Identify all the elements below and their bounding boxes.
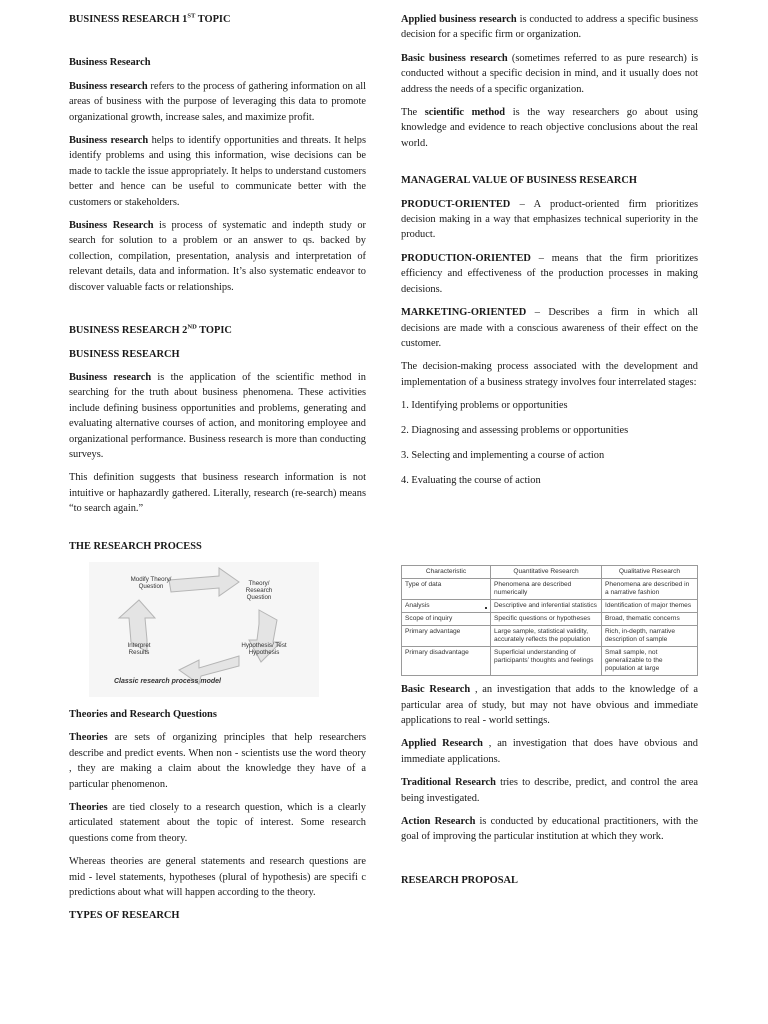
- search-again-paragraph: This definition suggests that business research information is not intuitive or haphazardly gathered. Literally, research (re-search) means “to search again.”: [69, 472, 366, 515]
- stray-dot: [485, 607, 487, 609]
- table-row: [402, 579, 698, 600]
- business-research-subheading: Business Research: [69, 57, 151, 69]
- types-of-research-heading: TYPES OF RESEARCH: [69, 910, 180, 922]
- topic1-heading: BUSINESS RESEARCH 1ST TOPIC: [69, 12, 231, 25]
- theories-heading: Theories and Research Questions: [69, 708, 217, 720]
- purpose-paragraph: Business research helps to identify opportunities and threats. It helps identify problems and using this information, wise decisions can be made to tackle the issue appropriately. It helps to understand customers better and hence can be useful to communicate better with the customers or stakeholders.: [69, 135, 366, 208]
- table-header: Characteristic: [402, 566, 491, 579]
- table-header: Qualitative Research: [602, 566, 698, 579]
- product-oriented-paragraph: PRODUCT-ORIENTED – A product-oriented firm prioritizes decision making in a way that emphasizes technical superiority in the product.: [401, 198, 698, 241]
- left-column: [69, 12, 366, 932]
- applied-business-research-paragraph: Applied business research is conducted to address a specific business decision for a specific firm or organization.: [401, 14, 698, 41]
- table-cell: Specific questions or hypotheses: [491, 613, 602, 626]
- business-research-subheading-2: BUSINESS RESEARCH: [69, 348, 180, 360]
- topic2-heading: BUSINESS RESEARCH 2ND TOPIC: [69, 323, 232, 337]
- table-cell: Rich, in-depth, narrative description of sample: [602, 626, 698, 647]
- table-cell: Broad, thematic concerns: [602, 613, 698, 626]
- list-item: 2. Diagnosing and assessing problems or opportunities: [401, 425, 629, 437]
- decision-making-paragraph: The decision-making process associated with the development and implementation of a business strategy involves four interrelated stages:: [401, 361, 698, 388]
- node-modify-theory: Modify Theory/ Question: [130, 575, 172, 590]
- table-cell: Primary advantage: [402, 626, 491, 647]
- right-column: [401, 12, 698, 896]
- process-paragraph: Business Research is process of systematic and indepth study or search for solution to a problem or an answer to qs. backed by collection, compilation, presentation, analysis and interpretation of relevant details, data and information. It’s also systematic endeavor to discover valuable facts or relationships.: [69, 220, 367, 293]
- theories-paragraph-1: Theories are sets of organizing principles that help researchers describe and predict events. When non - scientists use the word theory , they are making a claim about the knowledge they have of a particular phenomenon.: [69, 732, 366, 790]
- node-interpret-results: Interpret Results: [127, 641, 151, 656]
- table-row: [402, 647, 698, 676]
- table-header: Quantitative Research: [491, 566, 602, 579]
- scientific-method-paragraph: The scientific method is the way researchers go about using knowledge and evidence to reach objective conclusions about the real world.: [401, 107, 698, 149]
- table-cell: Superficial understanding of participants’ thoughts and feelings: [491, 647, 602, 676]
- stages-list: [401, 398, 698, 488]
- table-cell: Identification of major themes: [602, 600, 698, 613]
- table-cell: Phenomena are described numerically: [491, 579, 602, 600]
- quantitative-qualitative-table: [401, 565, 698, 676]
- research-process-heading: THE RESEARCH PROCESS: [69, 540, 202, 552]
- table-cell: Descriptive and inferential statistics: [491, 600, 602, 613]
- theories-paragraph-2: Theories are tied closely to a research question, which is a clearly articulated statement about the topic of interest. Some research questions come from theory.: [69, 802, 366, 844]
- arrow-top: [169, 568, 239, 596]
- definition-paragraph: Business research refers to the process of gathering information on all areas of business with the purpose of leveraging this data to promote organizational growth, increase sales, and maximize profit.: [69, 80, 366, 123]
- table-cell: Analysis: [402, 600, 491, 613]
- scientific-definition-paragraph: Business research is the application of the scientific method in searching for the truth about business phenomena. These activities include defining business opportunities and problems, generating and evaluating alternative courses of action, and monitoring employee and organizational performance. Business research is more than conducting surveys.: [69, 371, 366, 460]
- table-cell: Large sample, statistical validity, accurately reflects the population: [491, 626, 602, 647]
- table-cell: Primary disadvantage: [402, 647, 491, 676]
- research-process-figure: [89, 562, 319, 697]
- node-theory-question: Theory/ Research Question: [245, 579, 273, 601]
- table-cell: Type of data: [402, 579, 491, 600]
- list-item: 1. Identifying problems or opportunities: [401, 400, 568, 412]
- production-oriented-paragraph: PRODUCTION-ORIENTED – means that the firm prioritizes efficiency and effectiveness of the production processes in making decisions.: [401, 252, 698, 295]
- table-cell: Scope of inquiry: [402, 613, 491, 626]
- research-proposal-heading: RESEARCH PROPOSAL: [401, 874, 518, 886]
- list-item: 3. Selecting and implementing a course of action: [401, 450, 605, 462]
- table-row: [402, 600, 698, 613]
- basic-research-paragraph: Basic Research , an investigation that adds to the knowledge of a particular area of study, but may not have obvious and immediate applications to real - world settings.: [401, 684, 699, 726]
- table-header-row: [402, 566, 698, 579]
- table-row: [402, 613, 698, 626]
- table-row: [402, 626, 698, 647]
- list-item: 4. Evaluating the course of action: [401, 475, 541, 487]
- figure-caption: Classic research process model: [114, 677, 222, 685]
- node-hypothesis: Hypothesis/ Test Hypothesis: [241, 641, 287, 656]
- managerial-value-heading: MANAGERAL VALUE OF BUSINESS RESEARCH: [401, 175, 637, 187]
- table-cell: Phenomena are described in a narrative fashion: [602, 579, 698, 600]
- action-research-paragraph: Action Research is conducted by educational practitioners, with the goal of improving the particular institution at which they work.: [401, 815, 698, 843]
- marketing-oriented-paragraph: MARKETING-ORIENTED – Describes a firm in which all decisions are made with a conscious awareness of their effect on the customer.: [401, 307, 698, 349]
- basic-business-research-paragraph: Basic business research (sometimes referred to as pure research) is conducted without a specific decision in mind, and it usually does not address the needs of a specific organization.: [401, 52, 698, 95]
- traditional-research-paragraph: Traditional Research tries to describe, predict, and control the area being investigated.: [401, 777, 698, 804]
- hypotheses-paragraph: Whereas theories are general statements and research questions are mid - level statements, hypotheses (plural of hypothesis) are specifi c predictions about what will happen according to the theory.: [69, 856, 366, 899]
- table-cell: Small sample, not generalizable to the population at large: [602, 647, 698, 676]
- applied-research-paragraph: Applied Research , an investigation that does have obvious and immediate applications.: [401, 738, 699, 765]
